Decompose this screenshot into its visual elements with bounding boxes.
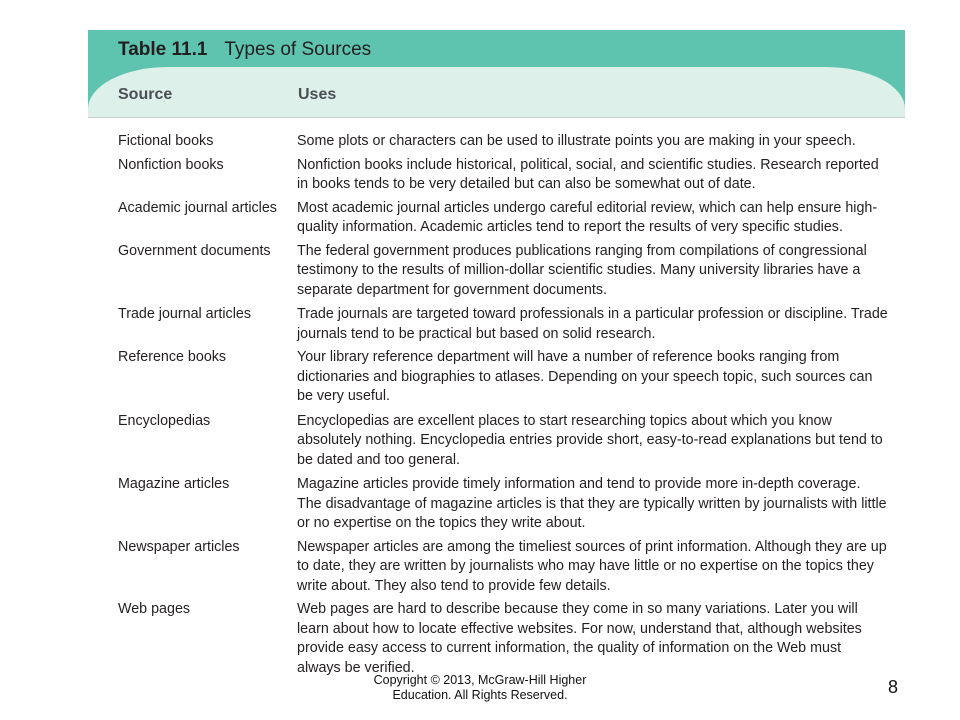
page-number: 8 (888, 677, 899, 697)
table-row (118, 348, 888, 407)
column-header-band (88, 67, 905, 118)
row-uses: Web pages are hard to describe because they come in so many variations. Later you will learn about how to locate effective websites. For now, understand that, although websites provide easy access to current information, the quality of information on the Web must always be verified. (297, 601, 862, 676)
row-uses: Some plots or characters can be used to illustrate points you are making in your speech. (297, 133, 856, 149)
table-row (118, 412, 888, 471)
row-source: Nonfiction books (118, 156, 224, 173)
table-header-panel (88, 30, 905, 118)
table-row (118, 305, 888, 344)
table-row (118, 156, 888, 195)
table-row (118, 600, 888, 678)
row-uses: Newspaper articles are among the timeliest sources of print information. Although they are up to date, they are written by journalists who may have little or no expertise on the topics they write about. They also tend to provide few details. (297, 538, 887, 594)
row-uses: Trade journals are targeted toward professionals in a particular profession or discipline. Trade journals tend to be practical but based on solid research. (297, 306, 888, 342)
row-uses: Encyclopedias are excellent places to start researching topics about which you know absolutely nothing. Encyclopedia entries provide short, easy-to-read explanations but tend to be dated and too general. (297, 412, 883, 468)
row-uses: Magazine articles provide timely information and tend to provide more in-depth coverage. The disadvantage of magazine articles is that they are typically written by journalists with little or no expertise on the topics they write about. (297, 476, 887, 531)
row-source: Trade journal articles (118, 306, 251, 322)
row-source: Newspaper articles (118, 538, 240, 555)
copyright-line-2: Education. All Rights Reserved. (392, 688, 568, 702)
copyright-line-1: Copyright © 2013, McGraw-Hill Higher (373, 673, 587, 687)
row-uses: The federal government produces publications ranging from compilations of congressional testimony to the results of million-dollar scientific studies. Many university libraries have a separate department for government documents. (297, 242, 867, 298)
header-divider (88, 117, 905, 118)
row-source: Fictional books (118, 133, 214, 149)
row-source: Academic journal articles (118, 199, 277, 216)
table-row (118, 199, 888, 238)
row-uses: Nonfiction books include historical, political, social, and scientific studies. Research reported in books tends to be very detailed but can also be somewhat out of date. (297, 156, 879, 192)
table-title (118, 39, 371, 61)
table-row (118, 538, 888, 597)
table-caption: Types of Sources (224, 39, 372, 60)
table-row (118, 132, 888, 152)
row-uses: Your library reference department will have a number of reference books ranging from dictionaries and biographies to atlases. Depending on your speech topic, such sources can be very useful. (297, 349, 873, 404)
table-body (118, 132, 888, 678)
table-number: Table 11.1 (118, 39, 208, 60)
column-header-uses: Uses (298, 86, 337, 103)
copyright-notice (330, 673, 630, 703)
row-source: Web pages (118, 601, 191, 617)
row-uses: Most academic journal articles undergo careful editorial review, which can help ensure high-quality information. Academic articles tend to report the results of very specific studies. (297, 199, 878, 235)
table-row (118, 242, 888, 301)
row-source: Encyclopedias (118, 412, 211, 429)
table-row (118, 475, 888, 534)
column-header-source: Source (118, 86, 173, 103)
row-source: Reference books (118, 349, 227, 365)
row-source: Magazine articles (118, 476, 230, 492)
row-source: Government documents (118, 242, 271, 259)
